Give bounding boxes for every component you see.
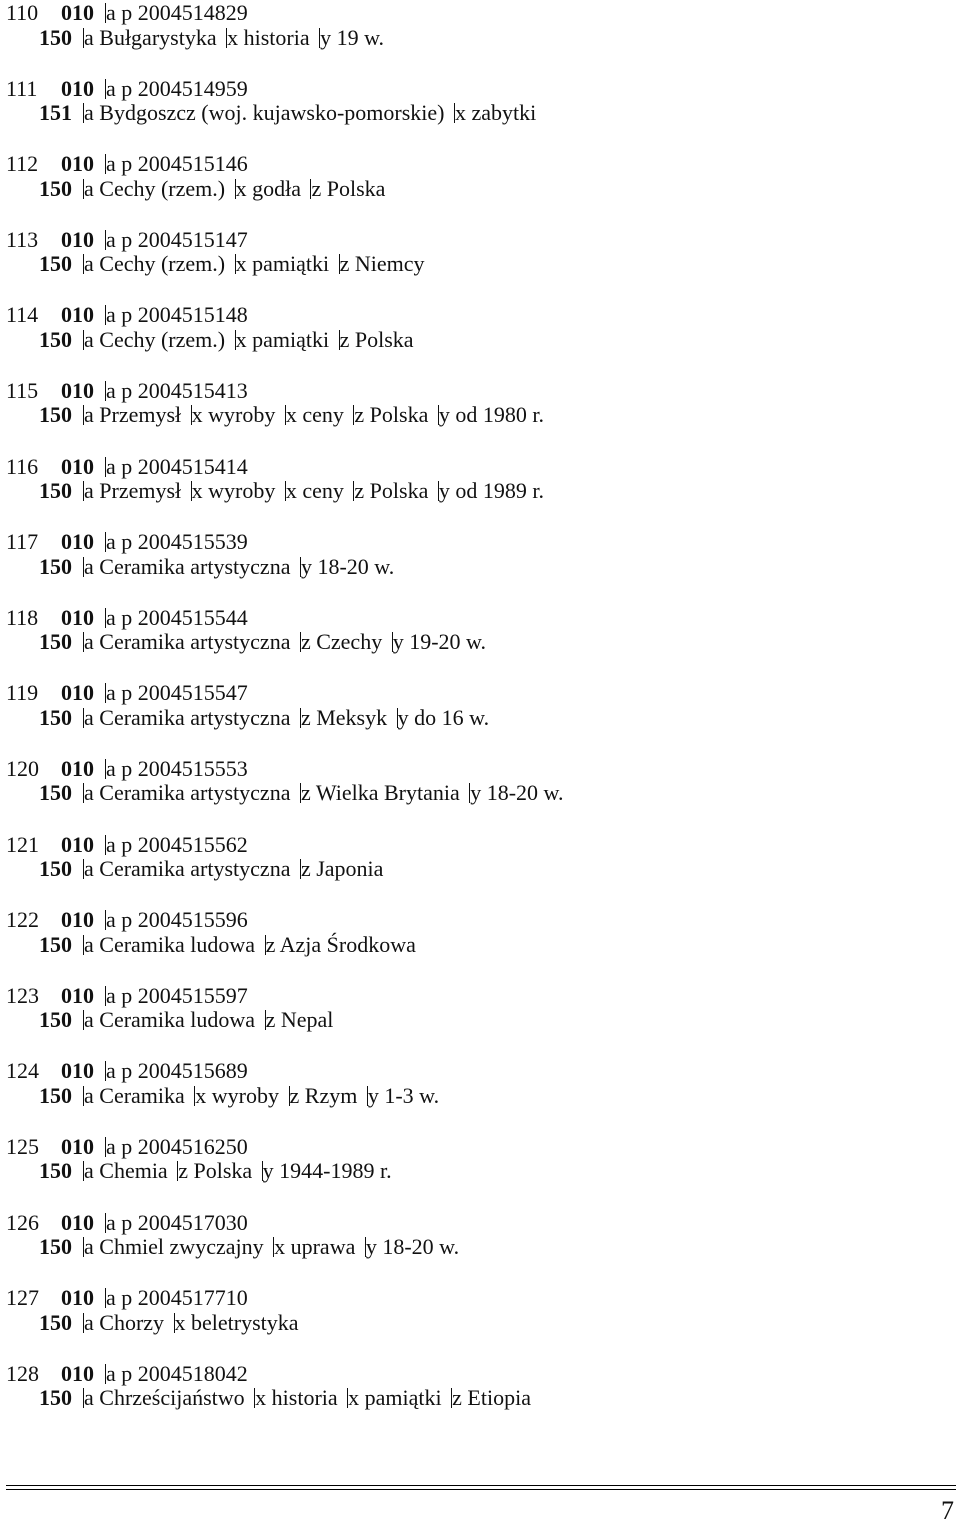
field-tag: 010 xyxy=(61,1285,94,1311)
record-number: 121 xyxy=(6,831,39,857)
subfield: a Przemysł xyxy=(84,478,182,504)
record-subject-line xyxy=(6,554,394,580)
subfield: z Nepal xyxy=(265,1007,334,1033)
field-tag: 150 xyxy=(39,553,72,579)
record-control-line xyxy=(6,1058,248,1084)
field-tag: 010 xyxy=(61,831,94,857)
subfield: a Chemia xyxy=(84,1158,168,1184)
record-subject-line xyxy=(6,478,544,504)
record-subject-line xyxy=(6,1310,299,1336)
record-control-line xyxy=(6,0,248,26)
control-number: a p 2004515596 xyxy=(106,907,248,933)
control-number: a p 2004515146 xyxy=(106,151,248,177)
record-control-line xyxy=(6,1134,248,1160)
subfield: z Azja Środkowa xyxy=(265,931,416,957)
record-control-line xyxy=(6,1285,248,1311)
subfield: a Ceramika xyxy=(84,1082,185,1108)
record-subject-line xyxy=(6,780,564,806)
subfield: z Etiopia xyxy=(452,1385,531,1411)
field-tag: 150 xyxy=(39,704,72,730)
subfield: a Ceramika ludowa xyxy=(84,1007,256,1033)
record-control-line xyxy=(6,1210,248,1236)
record-control-line xyxy=(6,832,248,858)
control-number: a p 2004515689 xyxy=(106,1058,248,1084)
subfield: a Cechy (rzem.) xyxy=(84,326,226,352)
subfield: z Polska xyxy=(178,1158,253,1184)
record-subject-line xyxy=(6,176,385,202)
control-number: a p 2004517710 xyxy=(106,1285,248,1311)
record-subject-line xyxy=(6,402,544,428)
record-subject-line xyxy=(6,705,489,731)
subfield: y 18-20 w. xyxy=(470,780,564,806)
subfield: z Polska xyxy=(354,478,429,504)
field-tag: 150 xyxy=(39,1007,72,1033)
subfield: y 1-3 w. xyxy=(367,1082,440,1108)
control-number: a p 2004515562 xyxy=(106,831,248,857)
record-subject-line xyxy=(6,327,414,353)
subfield: a Bydgoszcz (woj. kujawsko-pomorskie) xyxy=(84,100,445,126)
subfield: a Ceramika ludowa xyxy=(84,931,256,957)
control-number: a p 2004518042 xyxy=(106,1360,248,1386)
subfield: x wyroby xyxy=(195,1082,280,1108)
catalog-record xyxy=(6,983,956,1059)
control-number: a p 2004515414 xyxy=(106,453,248,479)
catalog-record xyxy=(6,378,956,454)
catalog-record xyxy=(6,907,956,983)
subfield: x pamiątki xyxy=(235,326,330,352)
field-tag: 010 xyxy=(61,75,94,101)
field-tag: 150 xyxy=(39,1082,72,1108)
field-tag: 010 xyxy=(61,377,94,403)
subfield: z Polska xyxy=(339,326,414,352)
subfield: x pamiątki xyxy=(235,251,330,277)
record-number: 115 xyxy=(6,377,39,403)
catalog-record xyxy=(6,680,956,756)
catalog-record xyxy=(6,1058,956,1134)
subfield: a Ceramika artystyczna xyxy=(84,780,291,806)
field-tag: 150 xyxy=(39,1158,72,1184)
subfield: y 18-20 w. xyxy=(365,1234,460,1259)
footer-rule-bottom xyxy=(6,1489,956,1490)
record-control-line xyxy=(6,605,248,631)
catalog-record xyxy=(6,0,956,76)
control-number: a p 2004514959 xyxy=(106,75,248,101)
subfield: y 1944-1989 r. xyxy=(262,1158,392,1184)
field-tag: 150 xyxy=(39,326,72,352)
field-tag: 010 xyxy=(61,982,94,1008)
subfield: x ceny xyxy=(285,478,344,504)
field-tag: 150 xyxy=(39,1309,72,1335)
catalog-record xyxy=(6,832,956,908)
footer-rule-top xyxy=(6,1485,956,1486)
field-tag: 010 xyxy=(61,302,94,328)
record-subject-line xyxy=(6,1007,333,1033)
field-tag: 010 xyxy=(61,226,94,252)
field-tag: 010 xyxy=(61,1058,94,1084)
record-number: 110 xyxy=(6,0,39,25)
field-tag: 150 xyxy=(39,856,72,882)
subfield: x beletrystyka xyxy=(174,1309,299,1335)
catalog-record xyxy=(6,76,956,152)
record-subject-line xyxy=(6,25,384,51)
subfield: a Bułgarystyka xyxy=(84,24,217,50)
field-tag: 010 xyxy=(61,1133,94,1159)
catalog-record xyxy=(6,1210,956,1286)
subfield: y 19-20 w. xyxy=(392,629,486,655)
control-number: a p 2004515597 xyxy=(106,982,248,1008)
subfield: z Polska xyxy=(311,175,386,201)
record-number: 119 xyxy=(6,680,39,706)
field-tag: 010 xyxy=(61,0,94,25)
subfield: y 19 w. xyxy=(320,24,385,50)
catalog-record xyxy=(6,1134,956,1210)
record-number: 116 xyxy=(6,453,39,479)
subfield: x historia xyxy=(255,1385,338,1411)
field-tag: 150 xyxy=(39,629,72,655)
field-tag: 010 xyxy=(61,529,94,555)
subfield: a Chmiel zwyczajny xyxy=(84,1234,264,1259)
field-tag: 010 xyxy=(61,604,94,630)
catalog-record xyxy=(6,756,956,832)
subfield: y 18-20 w. xyxy=(300,553,395,579)
field-tag: 150 xyxy=(39,478,72,504)
subfield: z Niemcy xyxy=(339,251,425,277)
record-control-line xyxy=(6,151,248,177)
record-number: 128 xyxy=(6,1360,39,1386)
field-tag: 010 xyxy=(61,453,94,479)
control-number: a p 2004515539 xyxy=(106,529,248,555)
record-subject-line xyxy=(6,856,383,882)
record-subject-line xyxy=(6,1158,392,1184)
record-number: 124 xyxy=(6,1058,39,1084)
field-tag: 010 xyxy=(61,907,94,933)
record-control-line xyxy=(6,302,248,328)
catalog-record xyxy=(6,1361,956,1437)
field-tag: 150 xyxy=(39,931,72,957)
field-tag: 150 xyxy=(39,175,72,201)
record-number: 125 xyxy=(6,1133,39,1159)
subfield: a Ceramika artystyczna xyxy=(84,704,291,730)
record-subject-line xyxy=(6,629,486,655)
record-control-line xyxy=(6,227,248,253)
record-number: 118 xyxy=(6,604,39,630)
field-tag: 010 xyxy=(61,151,94,177)
record-number: 127 xyxy=(6,1285,39,1311)
record-number: 120 xyxy=(6,755,39,781)
field-tag: 010 xyxy=(61,755,94,781)
control-number: a p 2004515553 xyxy=(106,755,248,781)
catalog-record xyxy=(6,302,956,378)
record-control-line xyxy=(6,756,248,782)
subfield: z Wielka Brytania xyxy=(300,780,460,806)
field-tag: 150 xyxy=(39,1234,72,1259)
record-number: 117 xyxy=(6,529,39,555)
control-number: a p 2004515547 xyxy=(106,680,248,706)
subfield: z Meksyk xyxy=(300,704,388,730)
document-page xyxy=(6,0,956,1436)
subfield: y do 16 w. xyxy=(397,704,490,730)
record-subject-line xyxy=(6,251,424,277)
subfield: x uprawa xyxy=(274,1234,356,1259)
subfield: a Ceramika artystyczna xyxy=(84,553,291,579)
subfield: x pamiątki xyxy=(348,1385,442,1411)
record-control-line xyxy=(6,529,248,555)
control-number: a p 2004515147 xyxy=(106,226,248,252)
record-control-line xyxy=(6,454,248,480)
record-control-line xyxy=(6,378,248,404)
control-number: a p 2004517030 xyxy=(106,1209,248,1235)
subfield: z Rzym xyxy=(289,1082,358,1108)
field-tag: 150 xyxy=(39,1385,72,1411)
subfield: z Polska xyxy=(354,402,429,428)
field-tag: 151 xyxy=(39,100,72,126)
subfield: x zabytki xyxy=(454,100,537,126)
subfield: x godła xyxy=(235,175,301,201)
subfield: z Czechy xyxy=(300,629,383,655)
record-number: 122 xyxy=(6,907,39,933)
record-control-line xyxy=(6,907,248,933)
record-control-line xyxy=(6,680,248,706)
catalog-record xyxy=(6,529,956,605)
field-tag: 150 xyxy=(39,24,72,50)
record-subject-line xyxy=(6,1385,531,1411)
control-number: a p 2004515413 xyxy=(106,377,248,403)
subfield: a Przemysł xyxy=(84,402,182,428)
subfield: x historia xyxy=(227,24,310,50)
field-tag: 150 xyxy=(39,402,72,428)
catalog-record xyxy=(6,454,956,530)
field-tag: 010 xyxy=(61,1209,94,1235)
field-tag: 010 xyxy=(61,680,94,706)
subfield: x wyroby xyxy=(191,478,276,504)
subfield: z Japonia xyxy=(300,856,384,882)
control-number: a p 2004515544 xyxy=(106,604,248,630)
subfield: x wyroby xyxy=(191,402,276,428)
record-number: 114 xyxy=(6,302,39,328)
subfield: a Chorzy xyxy=(84,1309,165,1335)
subfield: y od 1980 r. xyxy=(438,402,544,428)
field-tag: 150 xyxy=(39,780,72,806)
catalog-record xyxy=(6,151,956,227)
subfield: a Ceramika artystyczna xyxy=(84,629,291,655)
subfield: a Cechy (rzem.) xyxy=(84,251,226,277)
control-number: a p 2004514829 xyxy=(106,0,248,25)
record-subject-line xyxy=(6,100,536,126)
record-control-line xyxy=(6,1361,248,1387)
record-number: 126 xyxy=(6,1209,39,1235)
catalog-record xyxy=(6,227,956,303)
subfield: x ceny xyxy=(285,402,344,428)
control-number: a p 2004515148 xyxy=(106,302,248,328)
subfield: y od 1989 r. xyxy=(438,478,544,504)
record-subject-line xyxy=(6,1083,439,1109)
subfield: a Chrześcijaństwo xyxy=(84,1385,245,1411)
record-control-line xyxy=(6,983,248,1009)
page-number: 7 xyxy=(941,1496,954,1525)
record-number: 123 xyxy=(6,982,39,1008)
field-tag: 150 xyxy=(39,251,72,277)
catalog-record xyxy=(6,1285,956,1361)
control-number: a p 2004516250 xyxy=(106,1133,248,1159)
subfield: a Ceramika artystyczna xyxy=(84,856,291,882)
record-number: 113 xyxy=(6,226,39,252)
record-subject-line xyxy=(6,1234,459,1260)
field-tag: 010 xyxy=(61,1360,94,1386)
record-number: 111 xyxy=(6,75,38,101)
catalog-record xyxy=(6,605,956,681)
record-control-line xyxy=(6,76,248,102)
record-number: 112 xyxy=(6,151,39,177)
record-subject-line xyxy=(6,932,416,958)
subfield: a Cechy (rzem.) xyxy=(84,175,226,201)
